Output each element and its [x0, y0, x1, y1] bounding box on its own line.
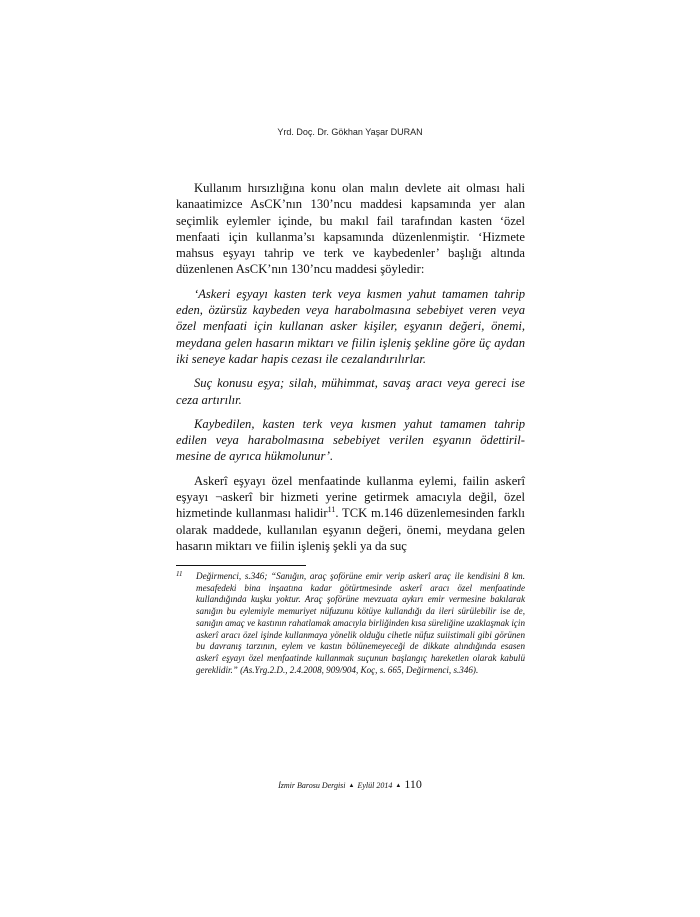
header-author: Yrd. Doç. Dr. Gökhan Yaşar DURAN [277, 127, 423, 137]
quote-paragraph-3: Kaybedilen, kasten terk veya kısmen yahut tamamen tahrip edilen veya harabolmasına sebebiyet verilen eşyanın ödettiril-mesine de ayrıca hükmolunur’. [176, 416, 525, 464]
footnote-text: Değirmenci, s.346; “Sanığın, araç şoförüne emir verip askerî araç ile kendisini 8 km. mesafedeki bina inşaatına kadar götürtmesinde askerî aracı özel menfaatinde kullandığında kuşku yoktur. Araç şoförüne mevzuata aykırı emir vermesine bakılarak sanığın bu eylemiyle memuriyet nüfuzunu kötüye kullandığı da ileri sürülebilir ise de, sanığın amaç ve kastının rahatlamak amacıyla birliğinden kısa süreliğine uzaklaşmak için askerî aracı özel işinde kullanmaya yönelik olduğu cihetle nüfuz suiistimali gibi görünen bu davranış tarzının, eylem ve kastın bölünemeyeceği de dikkate alındığında esasen askerî eşyayı özel menfaatinde kullanmak suçunun başlangıç hareketlen olarak kabulü gereklidir.” (As.Yrg.2.D., 2.4.2008, 909/904, Koç, s. 665, Değirmenci, s.346). [196, 571, 525, 675]
quote-paragraph-1: ‘Askeri eşyayı kasten terk veya kısmen yahut tamamen tahrip eden, özürsüz kaybeden veya harabolmasına sebebiyet veren veya özel menfaati için kullanan asker kişiler, eşyanın değeri, önemi, meydana gelen hasarın miktarı ve fiilin işleniş şekline göre üç aydan iki seneye kadar hapis cezası ile cezalandırılırlar. [176, 286, 525, 366]
triangle-separator-icon: ▲ [395, 783, 402, 789]
footnote-reference-11[interactable]: 11 [327, 505, 336, 515]
running-footer [0, 777, 700, 792]
main-text [176, 180, 525, 554]
triangle-separator-icon: ▲ [348, 783, 355, 789]
paragraph-1: Kullanım hırsızlığına konu olan malın devlete ait olması hali kanaatimizce AsCK’nın 130’ncu maddesi kapsamında yer alan seçimlik eylemler içinde, bu makıl fail tarafından kasten ‘özel menfaati için kullanma’sı kapsamında düzenlenmiştir. ‘Hizmete mahsus eşyayı tahrip ve terk ve kaybedenler’ başlığı altında düzenlenen AsCK’nın 130’ncu maddesi şöyledir: [176, 181, 525, 277]
footer-journal: İzmir Barosu Dergisi [278, 781, 346, 790]
running-header [0, 127, 700, 137]
paragraph-2-part-2: . TCK m.146 düzenlemesinden farklı olarak maddede, kullanılan eşyanın değeri, önemi, meydana gelen hasarın miktarı ve fiilin işleniş şekli ya da suç [176, 506, 526, 553]
paragraph-2-part-1: Askerî eşyayı özel menfaatinde kullanma eylemi, failin askerî eşyayı ¬askerî bir hizmeti yerine getirmek amacıyla değil, özel hizmetinde kullanması halidir [176, 473, 525, 521]
page-number: 110 [404, 777, 422, 791]
footer-issue: Eylül 2014 [357, 781, 393, 790]
footnote-11 [176, 571, 525, 676]
paragraph-2 [176, 473, 525, 554]
quote-paragraph-2: Suç konusu eşya; silah, mühimmat, savaş aracı veya gereci ise ceza artırılır. [176, 376, 525, 407]
footnote-divider [176, 565, 306, 566]
footnote-number: 11 [176, 570, 183, 578]
